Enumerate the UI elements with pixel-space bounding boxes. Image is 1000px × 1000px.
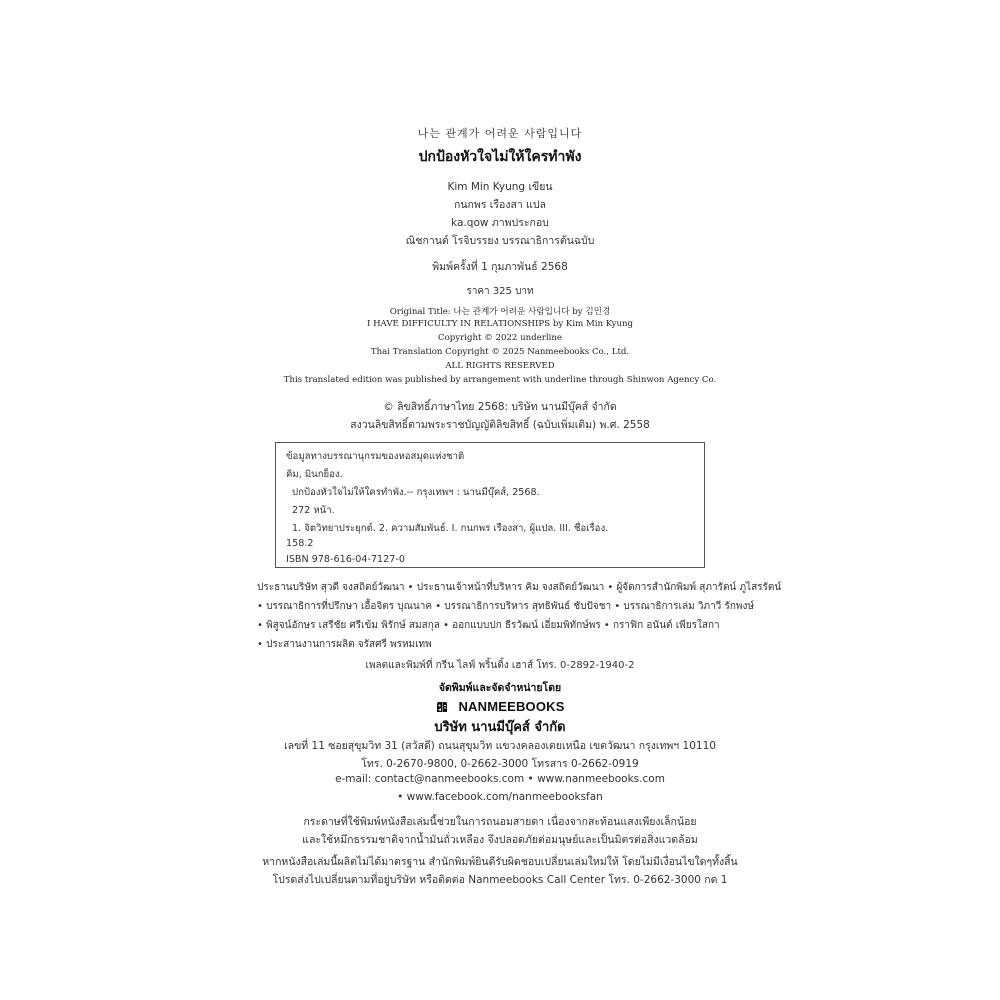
- original-copyright-line: Copyright © 2022 underline: [438, 333, 562, 343]
- publisher-address: เลขที่ 11 ซอยสุขุมวิท 31 (สวัสดี) ถนนสุขุมวิท แขวงคลองเตยเหนือ เขตวัฒนา กรุงเทพฯ 10110: [284, 740, 716, 752]
- catalog-pages: 272 หน้า.: [292, 505, 335, 516]
- credit-author: Kim Min Kyung เขียน: [447, 181, 553, 193]
- translation-copyright-line: Thai Translation Copyright © 2025 Nanmeebooks Co., Ltd.: [370, 347, 630, 357]
- credit-translator: กนกพร เรืองสา แปล: [454, 199, 546, 211]
- print-edition: พิมพ์ครั้งที่ 1 กุมภาพันธ์ 2568: [432, 261, 568, 273]
- publisher-name: บริษัท นานมีบุ๊คส์ จำกัด: [434, 720, 566, 735]
- catalog-isbn: ISBN 978-616-04-7127-0: [286, 554, 405, 565]
- publisher-email-web: e-mail: contact@nanmeebooks.com • www.nanmeebooks.com: [335, 773, 665, 785]
- english-title-line: I HAVE DIFFICULTY IN RELATIONSHIPS by Kim Min Kyung: [366, 319, 634, 329]
- catalog-record-box: [275, 442, 705, 568]
- printer-line: เพลตและพิมพ์ที่ กรีน ไลฟ์ พริ้นติ้ง เฮาส์ โทร. 0-2892-1940-2: [365, 660, 635, 671]
- thai-title: ปกป้องหัวใจไม่ให้ใครทำพัง: [418, 149, 582, 165]
- catalog-author: คิม, มินกย็อง.: [286, 469, 343, 480]
- staff-credits-line: • พิสูจน์อักษร เสรีชัย ศรีเข้ม พิรักษ์ สมสกุล • ออกแบบปก ธีรวัฒน์ เอี่ยมพิทักษ์พร • กราฟิก อนันต์ เพียรใสกา: [257, 620, 720, 631]
- catalog-class-number: 158.2: [286, 538, 314, 549]
- publisher-logo: [0, 696, 1000, 715]
- price: ราคา 325 บาท: [466, 286, 534, 297]
- thai-copyright-line: © ลิขสิทธิ์ภาษาไทย 2568: บริษัท นานมีบุ๊คส์ จำกัด: [383, 401, 617, 413]
- paper-note-line: กระดาษที่ใช้พิมพ์หนังสือเล่มนี้ช่วยในการถนอมสายตา เนื่องจากสะท้อนแสงเพียงเล็กน้อย: [303, 816, 697, 828]
- publisher-logo-text: NANMEEBOOKS: [458, 699, 565, 714]
- publisher-facebook: • www.facebook.com/nanmeebooksfan: [397, 791, 603, 803]
- ink-note-line: และใช้หมึกธรรมชาติจากน้ำมันถั่วเหลือง จึงปลอดภัยต่อมนุษย์และเป็นมิตรต่อสิ่งแวดล้อม: [302, 834, 698, 846]
- korean-title: 나는 관계가 어려운 사람입니다: [417, 127, 583, 140]
- staff-credits-line: ประธานบริษัท สุวดี จงสถิตย์วัฒนา • ประธานเจ้าหน้าที่บริหาร คิม จงสถิตย์วัฒนา • ผู้จัดการสำนักพิมพ์ สุภารัตน์ ภูไสรรัตน์: [257, 582, 782, 593]
- distributor-label: จัดพิมพ์และจัดจำหน่ายโดย: [438, 682, 562, 694]
- publisher-phone: โทร. 0-2670-9800, 0-2662-3000 โทรสาร 0-2662-0919: [361, 758, 639, 770]
- call-center-note-line: โปรดส่งไปเปลี่ยนตามที่อยู่บริษัท หรือติดต่อ Nanmeebooks Call Center โทร. 0-2662-3000 กด 1: [272, 874, 728, 886]
- catalog-header: ข้อมูลทางบรรณานุกรมของหอสมุดแห่งชาติ: [286, 451, 465, 462]
- staff-credits-line: • ประสานงานการผลิต จรัสศรี พรหมเทพ: [257, 639, 432, 650]
- nanmeebooks-logo-icon: [435, 700, 449, 714]
- original-title-line: Original Title: 나는 관계가 어려운 사람입니다 by 김민경: [389, 307, 611, 317]
- credit-illustrator: ka.qow ภาพประกอบ: [451, 217, 549, 229]
- arrangement-line: This translated edition was published by arrangement with underline through Shinwon Agency Co.: [283, 375, 717, 385]
- catalog-title: ปกป้องหัวใจไม่ให้ใครทำพัง.-- กรุงเทพฯ : นานมีบุ๊คส์, 2568.: [292, 487, 540, 498]
- catalog-subjects: 1. จิตวิทยาประยุกต์. 2. ความสัมพันธ์. I. กนกพร เรืองสา, ผู้แปล. III. ชื่อเรื่อง.: [292, 523, 609, 534]
- credit-editor: ณิชกานต์ โรจิบรรยง บรรณาธิการต้นฉบับ: [405, 235, 595, 247]
- copyright-act-line: สงวนลิขสิทธิ์ตามพระราชบัญญัติลิขสิทธิ์ (ฉบับเพิ่มเติม) พ.ศ. 2558: [350, 419, 650, 431]
- staff-credits-line: • บรรณาธิการที่ปรึกษา เอื้อจิตร บุณนาค • บรรณาธิการบริหาร สุทธิพันธ์ ชับปัจชา • บรรณาธิการเล่ม วิภาวี รักพงษ์: [257, 601, 754, 612]
- replacement-note-line: หากหนังสือเล่มนี้ผลิตไม่ได้มาตรฐาน สำนักพิมพ์ยินดีรับผิดชอบเปลี่ยนเล่มใหม่ให้ โดยไม่มีเงื่อนไขใดๆทั้งสิ้น: [262, 856, 738, 868]
- rights-reserved-line: ALL RIGHTS RESERVED: [445, 361, 555, 371]
